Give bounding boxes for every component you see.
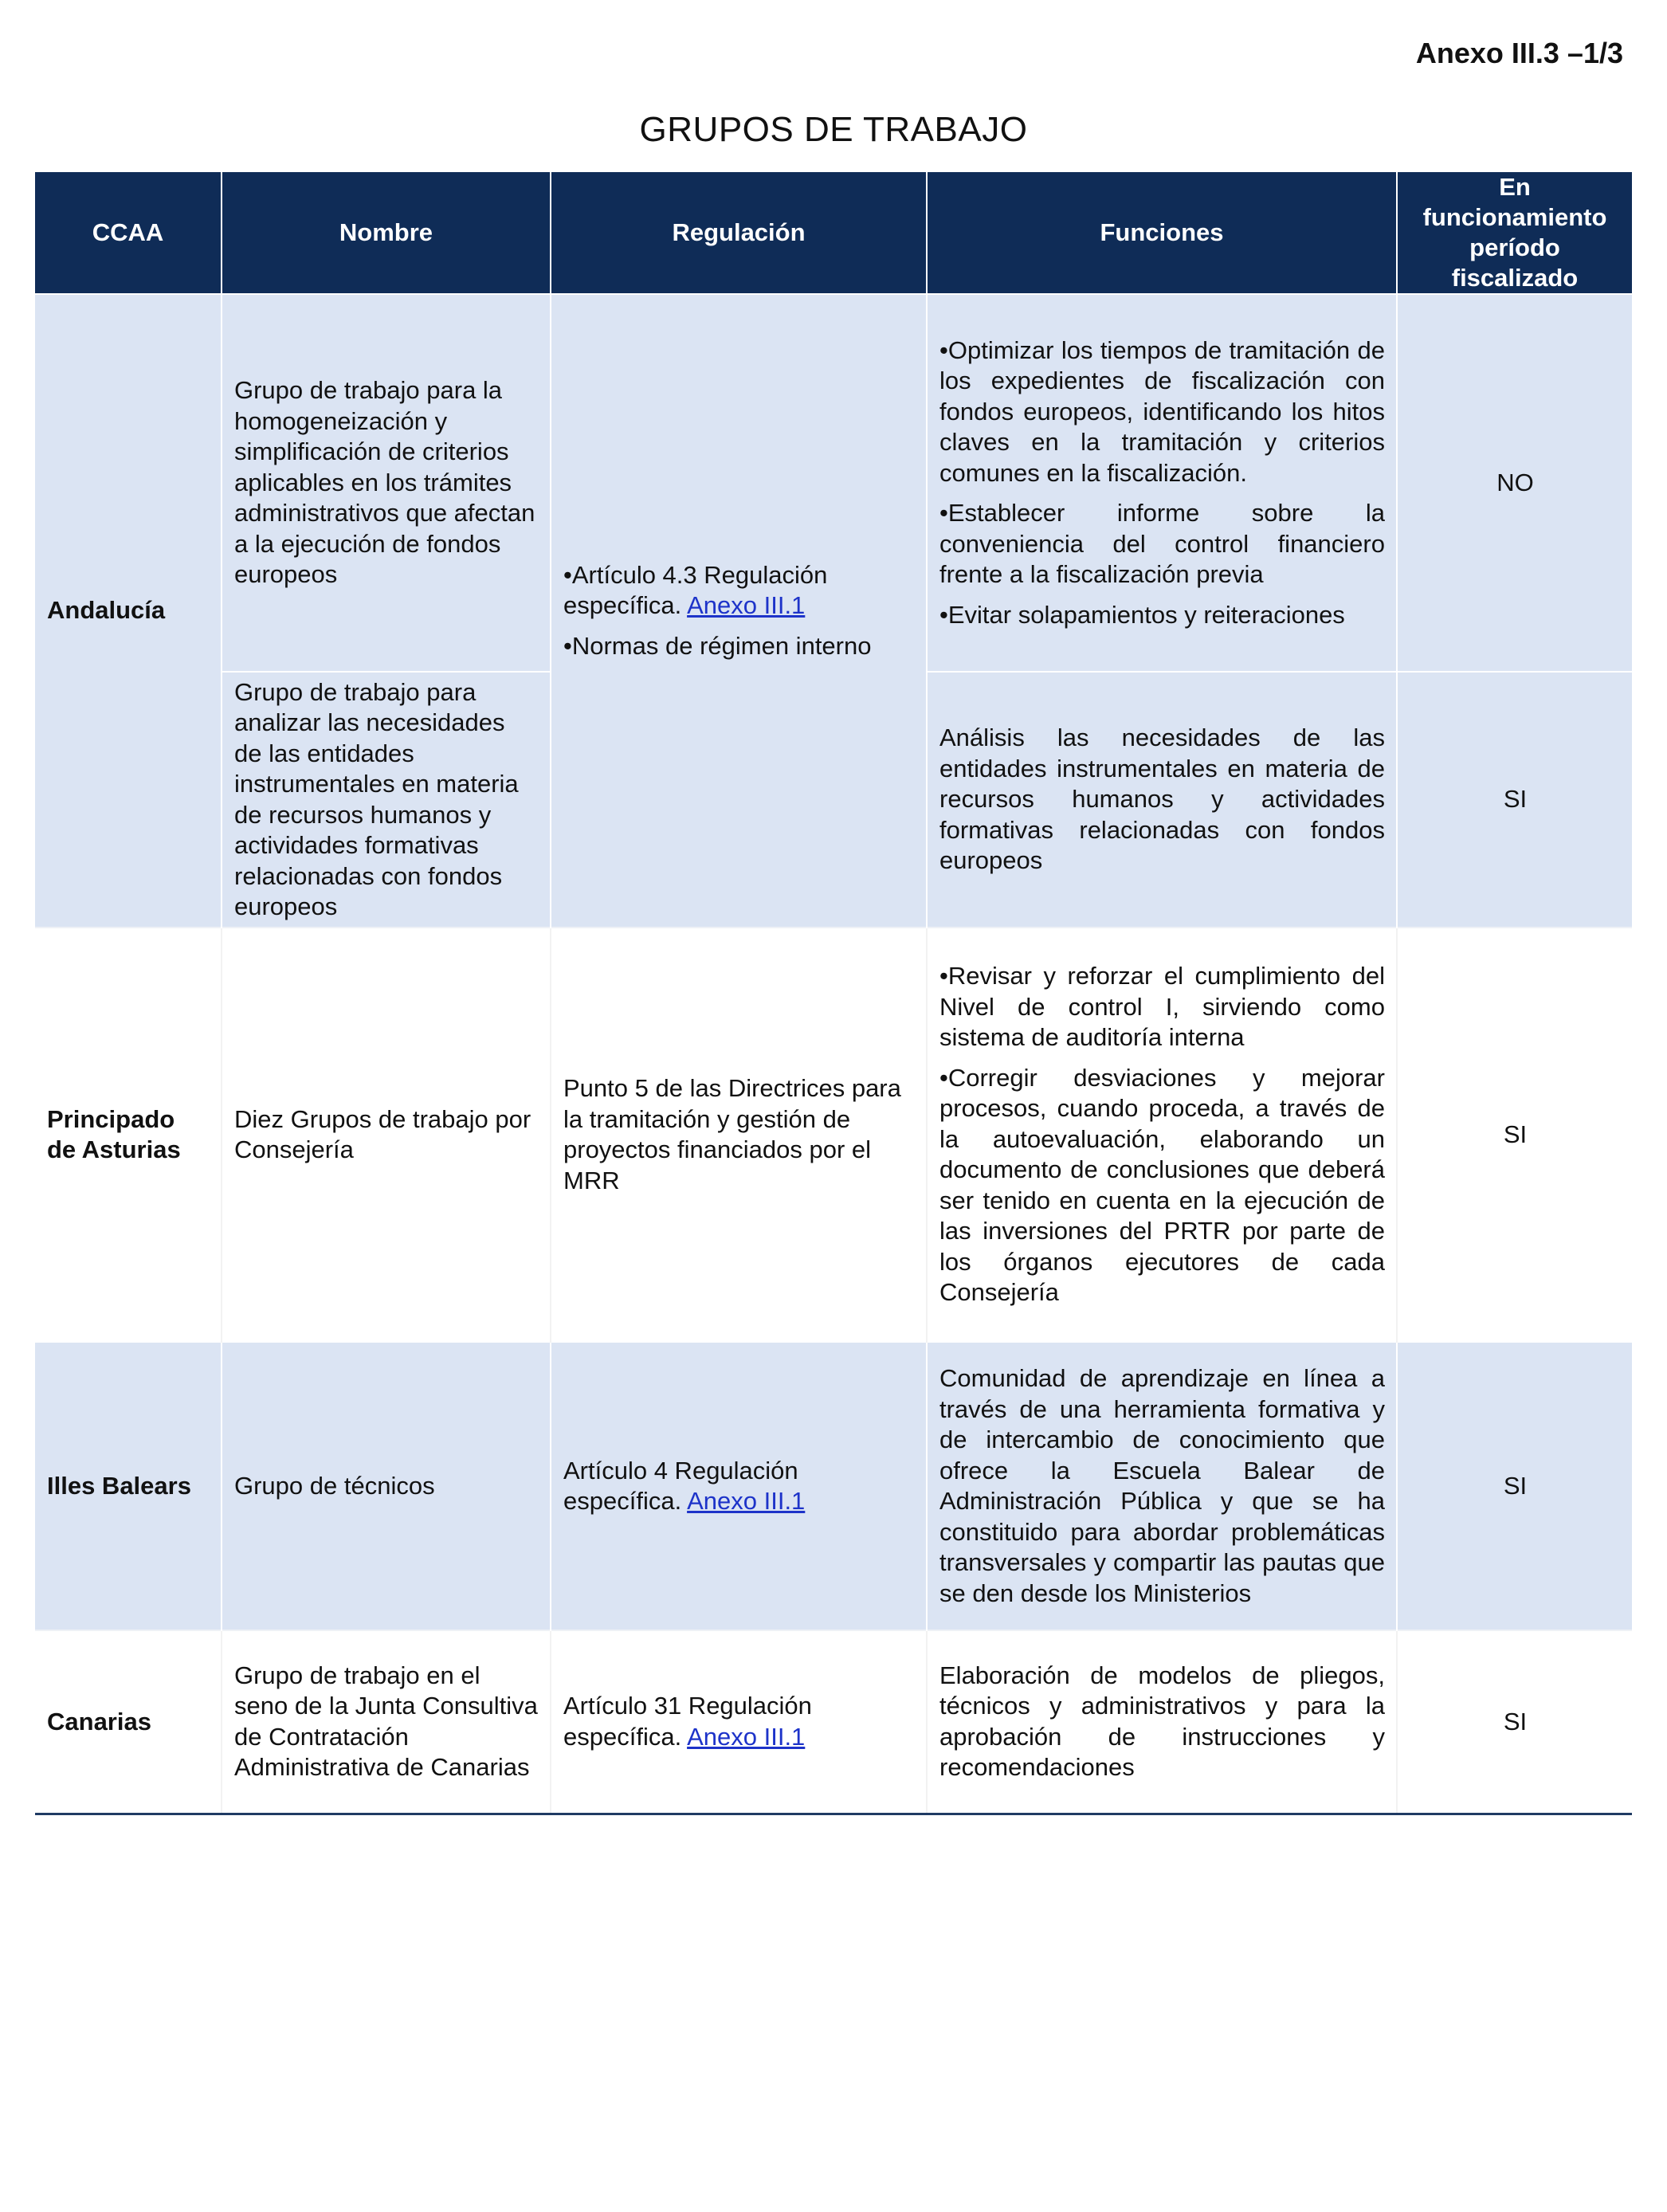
table-header-row <box>35 172 1632 294</box>
nombre-canarias: Grupo de trabajo en el seno de la Junta Consultiva de Contratación Administrativa de Canarias <box>222 1630 551 1814</box>
funciones-canarias: Elaboración de modelos de pliegos, técnicos y administrativos y para la aprobación de instrucciones y recomendaciones <box>927 1630 1397 1814</box>
header-funciones: Funciones <box>927 172 1397 294</box>
regulacion-asturias: Punto 5 de las Directrices para la tramitación y gestión de proyectos financiados por el MRR <box>551 928 927 1342</box>
regulacion-canarias-text: Artículo 31 Regulación específica. <box>563 1692 812 1751</box>
table-row-andalucia-1 <box>35 294 1632 672</box>
annex-iii-1-link[interactable]: Anexo III.1 <box>687 1487 806 1515</box>
annex-iii-1-link[interactable]: Anexo III.1 <box>687 1722 806 1751</box>
header-ccaa: CCAA <box>35 172 222 294</box>
regulacion-andalucia <box>551 294 927 928</box>
nombre-andalucia-2: Grupo de trabajo para analizar las necesidades de las entidades instrumentales en materia de recursos humanos y actividades formativas relacionadas con fondos europeos <box>222 672 551 928</box>
estado-baleares: SI <box>1397 1342 1632 1630</box>
ccaa-baleares: Illes Balears <box>35 1342 222 1630</box>
funcion-asturias-item: •Revisar y reforzar el cumplimiento del Nivel de control I, sirviendo como sistema de auditoría interna <box>939 962 1385 1052</box>
funciones-andalucia-1 <box>927 294 1397 672</box>
header-nombre: Nombre <box>222 172 551 294</box>
regulacion-andalucia-item1 <box>563 560 915 622</box>
regulacion-andalucia-item1-text: •Artículo 4.3 Regulación específica. <box>563 560 828 620</box>
funcion-andalucia-1-item: •Optimizar los tiempos de tramitación de los expedientes de fiscalización con fondos europeos, identificando los hitos claves en la tramitación y criterios comunes en la fiscalización. <box>939 335 1385 487</box>
table-row-asturias <box>35 928 1632 1342</box>
funciones-asturias <box>927 928 1397 1342</box>
regulacion-baleares <box>551 1342 927 1630</box>
header-regulacion: Regulación <box>551 172 927 294</box>
estado-asturias: SI <box>1397 928 1632 1342</box>
working-groups-table <box>35 172 1632 1815</box>
funcion-andalucia-1-item: •Evitar solapamientos y reiteraciones <box>939 600 1345 629</box>
ccaa-andalucia: Andalucía <box>35 294 222 928</box>
ccaa-canarias: Canarias <box>35 1630 222 1814</box>
regulacion-andalucia-item2: •Normas de régimen interno <box>563 631 872 660</box>
funcion-andalucia-1-item: •Establecer informe sobre la conveniencia del control financiero frente a la fiscalización previa <box>939 499 1385 589</box>
page-title: GRUPOS DE TRABAJO <box>639 110 1028 149</box>
estado-canarias: SI <box>1397 1630 1632 1814</box>
table-row-baleares <box>35 1342 1632 1630</box>
header-en-funcionamiento: En funcionamiento período fiscalizado <box>1397 172 1632 294</box>
funcion-asturias-item: •Corregir desviaciones y mejorar procesos, cuando proceda, a través de la autoevaluación, elaborando un documento de conclusiones que deberá ser tenido en cuenta en la ejecución de las inversiones del PRTR por parte de los órganos ejecutores de cada Consejería <box>939 1063 1385 1307</box>
regulacion-canarias <box>551 1630 927 1814</box>
regulacion-baleares-text: Artículo 4 Regulación específica. <box>563 1456 798 1515</box>
nombre-baleares: Grupo de técnicos <box>222 1342 551 1630</box>
annex-iii-1-link[interactable]: Anexo III.1 <box>687 591 806 620</box>
table-row-canarias <box>35 1630 1632 1814</box>
estado-andalucia-1: NO <box>1397 294 1632 672</box>
annex-label: Anexo III.3 –1/3 <box>1415 37 1623 69</box>
ccaa-asturias: Principado de Asturias <box>35 928 222 1342</box>
nombre-asturias: Diez Grupos de trabajo por Consejería <box>222 928 551 1342</box>
funciones-baleares: Comunidad de aprendizaje en línea a través de una herramienta formativa y de intercambio de conocimiento que ofrece la Escuela Balear de Administración Pública y que se ha constituido para abordar problemáticas transversales y compartir las pautas que se den desde los Ministerios <box>927 1342 1397 1630</box>
funciones-andalucia-2: Análisis las necesidades de las entidades instrumentales en materia de recursos humanos y actividades formativas relacionadas con fondos europeos <box>927 672 1397 928</box>
estado-andalucia-2: SI <box>1397 672 1632 928</box>
nombre-andalucia-1: Grupo de trabajo para la homogeneización y simplificación de criterios aplicables en los trámites administrativos que afectan a la ejecución de fondos europeos <box>222 294 551 672</box>
